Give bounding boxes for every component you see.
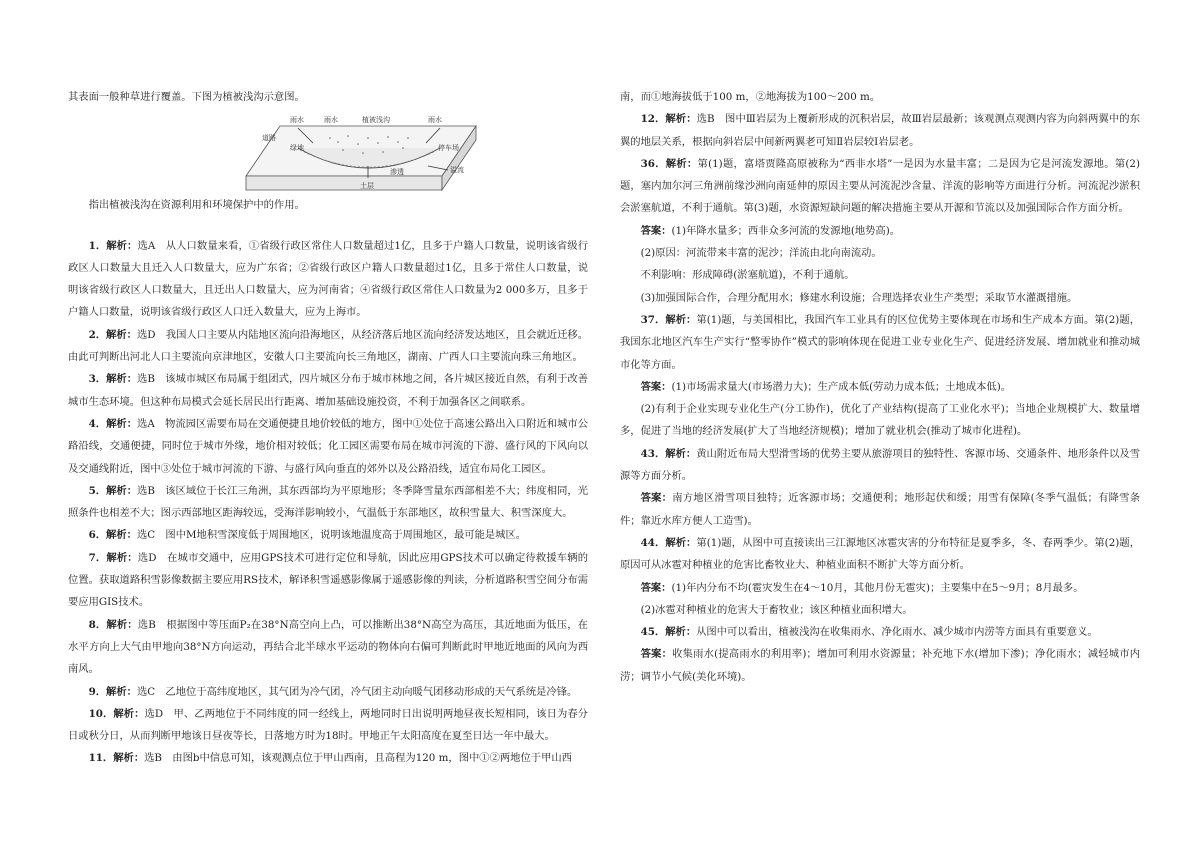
answer-paragraph (620, 443, 1140, 488)
swale-figure (68, 108, 588, 194)
paragraph-lead: 6．解析： (88, 529, 137, 542)
paragraph-text: (2)有利于企业实现专业化生产(分工协作)，优化了产业结构(提高了工业化水平)；当地企业规模扩大、数量增多，促进了当地的经济发展(扩大了当地经济规模)；增加了就业机会(推动了城市化进程)。 (620, 403, 1140, 438)
paragraph-lead: 答案： (640, 581, 672, 594)
label-rain-mid: 雨水 (324, 116, 338, 125)
paragraph-text: 收集雨水(提高雨水的利用率)；增加可利用水资源量；补充地下水(增加下渗)；净化雨水；减轻城市内涝；调节小气候(美化环境)。 (620, 648, 1140, 683)
answer-paragraph (620, 376, 1140, 398)
paragraph-text: 选C 图中M地积雪深度低于周围地区，说明该地温度高于周围地区，最可能是城区。 (136, 529, 527, 542)
paragraph-text: 选C 乙地位于高纬度地区，其气团为冷气团，冷气团主动向暖气团移动形成的天气系统是冷锋。 (136, 685, 578, 698)
paragraph-text: 南，而①地海拔低于100 m，②地海拔为100～200 m。 (620, 91, 881, 103)
answer-paragraph (620, 264, 1140, 286)
paragraph-lead: 37．解析： (640, 313, 697, 326)
paragraph-text: 从图中可以看出，植被浅沟在收集雨水、净化雨水、减少城市内涝等方面具有重要意义。 (696, 626, 1098, 639)
paragraph-text: 选D 甲、乙两地位于不同纬度的同一经线上，两地同时日出说明两地昼夜长短相同，该日为春分日或秋分日，从而判断甲地该日昼夜等长，日落地方时为18时。甲地正午太阳高度在夏至日达一年中最大。 (68, 707, 588, 743)
paragraph-lead: 43．解析： (640, 447, 697, 460)
right-answer-list (620, 86, 1140, 688)
answer-paragraph (68, 547, 588, 614)
label-soil: 土层 (360, 182, 374, 191)
paragraph-text: (1)年降水量多；西非众多河流的发源地(地势高)。 (671, 224, 901, 237)
paragraph-lead: 10．解析： (88, 707, 145, 720)
paragraph-lead: 8．解析： (88, 618, 138, 631)
paragraph-lead: 2．解析： (88, 328, 137, 341)
label-parking: 停车场 (438, 144, 459, 153)
answer-paragraph (68, 614, 588, 681)
paragraph-lead: 3．解析： (88, 373, 138, 386)
answer-paragraph (68, 413, 588, 480)
paragraph-lead: 4．解析： (88, 417, 138, 430)
answer-paragraph (620, 532, 1140, 577)
paragraph-text: 选B 根据图中等压面P₂在38°N高空向上凸，可以推断出38°N高空为高压，其近地面为低压，在水平方向上大气由甲地向38°N方向运动，再结合北半球水平运动的物体向右偏可判断此时甲地近地面的风向为西南风。 (68, 618, 588, 676)
label-rain-left: 雨水 (290, 116, 304, 125)
label-road: 道路 (262, 134, 276, 143)
answer-paragraph (68, 480, 588, 525)
paragraph-lead: 7．解析： (88, 551, 138, 564)
label-overflow: 溢流 (450, 166, 464, 175)
answer-paragraph (68, 747, 588, 769)
right-column (620, 86, 1140, 688)
answer-paragraph (620, 599, 1140, 621)
answer-paragraph (620, 621, 1140, 643)
intro-text: 其表面一般种草进行覆盖。下图为植被浅沟示意图。 (68, 91, 305, 103)
paragraph-text: 南方地区滑雪项目独特；近客源市场；交通便利；地形起伏和缓；用雪有保障(冬季气温低；有降雪条件；靠近水库方便人工造雪)。 (620, 492, 1141, 527)
label-greenbelt: 绿地 (290, 144, 304, 153)
answer-paragraph (68, 235, 588, 324)
answer-paragraph (620, 153, 1140, 220)
paragraph-text: 选B 由图b中信息可知，该观测点位于甲山西南，且高程为120 m，图中①②两地位于甲山西 (144, 752, 572, 765)
paragraph-lead: 1．解析： (88, 239, 138, 252)
paragraph-lead: 答案： (640, 380, 672, 393)
paragraph-text: 第(1)题，富塔贾隆高原被称为“西非水塔”一是因为水量丰富；二是因为它是河流发源地。第(2)题，塞内加尔河三角洲前缘沙洲向南延伸的原因主要从河流泥沙含量、洋流的影响等方面进行分析。河流泥沙淤积会淤塞航道，不利于通航。第(3)题，水资源短缺问题的解决措施主要从开源和节流以及加强国际合作方面分析。 (620, 157, 1140, 215)
paragraph-lead: 11．解析： (88, 752, 145, 765)
paragraph-text: 选B 该城市城区布局属于组团式，四片城区分布于城市林地之间，各片城区接近自然，有利于改善城市生态环境。但这种布局模式会延长居民出行距离、增加基础设施投资，不利于加强各区之间联系。 (68, 373, 588, 408)
answer-paragraph (620, 577, 1140, 599)
answer-paragraph (68, 368, 588, 413)
left-column (68, 86, 588, 770)
left-answer-list (68, 235, 588, 770)
answer-paragraph (620, 487, 1140, 532)
label-seepage: 渗透 (390, 168, 404, 177)
answer-paragraph (68, 681, 588, 703)
paragraph-lead: 答案： (640, 224, 672, 237)
paragraph-text: (1)市场需求量大(市场潜力大)；生产成本低(劳动力成本低；土地成本低)。 (671, 380, 1012, 393)
paragraph-lead: 44．解析： (640, 536, 697, 549)
paragraph-text: 选A 物流园区需要布局在交通便捷且地价较低的地方，图中①处位于高速公路出入口附近和城市公路沿线，交通便捷，同时位于城市外缘，地价相对较低；化工园区需要布局在城市河流的下游、盛行风的下风向以及交通线附近，图中③处位于城市河流的下游、与盛行风向垂直的郊外以及公路沿线，适宜布局化工园区。 (68, 417, 589, 475)
paragraph-lead: 答案： (640, 648, 673, 661)
answer-paragraph (620, 108, 1140, 153)
paragraph-text: (3)加强国际合作，合理分配用水；修建水利设施；合理选择农业生产类型；采取节水灌溉措施。 (640, 291, 1078, 304)
paragraph-text: 选B 该区域位于长江三角洲，其东西部均为平原地形；冬季降雪量东西部相差不大；纬度相同，光照条件也相差不大；图示西部地区距海较远，受海洋影响较小，气温低于东部地区，故积雪量大、积雪深度大。 (68, 484, 588, 520)
paragraph-lead: 9．解析： (88, 685, 137, 698)
paragraph-text: 不利影响：形成障碍(淤塞航道)，不利于通航。 (640, 269, 855, 282)
answer-paragraph (620, 86, 1140, 108)
answer-paragraph (620, 643, 1140, 688)
paragraph-text: 选B 图中Ⅲ岩层为上覆新形成的沉积岩层，故Ⅲ岩层最新；该观测点观测内容为向斜两翼中的东翼的地层关系，根据向斜岩层中间新两翼老可知Ⅱ岩层较Ⅰ岩层老。 (620, 113, 1140, 148)
answer-paragraph (68, 524, 588, 546)
paragraph-text: 选A 从人口数量来看，①省级行政区常住人口数量超过1亿，且多于户籍人口数量，说明该省级行政区人口数量大且迁入人口数量大，应为广东省；②省级行政区户籍人口数量超过1亿，且多于常住人口数量，说明该省级行政区人口数量大，且迁出人口数量大，应为河南省；④省级行政区常住人口数量为2 000多万，且多于户籍人口数量，说明该省级行政区人口迁入数量大，应为上海市。 (68, 239, 588, 319)
paragraph-text: (2)冰雹对种植业的危害大于畜牧业；该区种植业面积增大。 (640, 603, 913, 616)
answer-paragraph (620, 242, 1140, 264)
paragraph-lead: 12．解析： (640, 113, 697, 126)
label-rain-right: 雨水 (428, 116, 442, 125)
answer-paragraph (68, 703, 588, 748)
answer-paragraph (620, 220, 1140, 242)
paragraph-lead: 45．解析： (640, 626, 697, 639)
paragraph-lead: 5．解析： (88, 484, 138, 497)
paragraph-text: (2)原因：河流带来丰富的泥沙；洋流由北向南流动。 (640, 247, 882, 260)
paragraph-lead: 答案： (640, 492, 673, 505)
question-text: 指出植被浅沟在资源利用和环境保护中的作用。 (88, 199, 305, 212)
answer-paragraph (620, 287, 1140, 309)
paragraph-text: (1)年内分布不均(雹灾发生在4～10月，其他月份无雹灾)；主要集中在5～9月；8月最多。 (671, 581, 1084, 594)
paragraph-text: 第(1)题，与美国相比，我国汽车工业具有的区位优势主要体现在市场和生产成本方面。第(2)题，我国东北地区汽车生产实行“整零协作”模式的影响体现在促进工业专业化生产、促进经济发展、增加就业和推动城市化等方面。 (620, 313, 1140, 371)
answer-paragraph (68, 324, 588, 369)
label-swale: 植被浅沟 (362, 116, 390, 125)
paragraph-text: 选D 我国人口主要从内陆地区流向沿海地区，从经济落后地区流向经济发达地区，且会就近迁移。由此可判断出河北人口主要流向京津地区，安徽人口主要流向长三角地区，湖南、广西人口主要流向珠三角地区。 (68, 328, 588, 364)
paragraph-text: 第(1)题，从图中可直接读出三江源地区冰雹灾害的分布特征是夏季多，冬、春两季少。第(2)题，原因可从冰雹对种植业的危害比畜牧业大、种植业面积不断扩大等方面分析。 (620, 536, 1140, 572)
paragraph-text: 黄山附近布局大型滑雪场的优势主要从旅游项目的独特性、客源市场、交通条件、地形条件以及雪源等方面分析。 (620, 447, 1140, 483)
answer-paragraph (620, 309, 1140, 376)
paragraph-text: 选D 在城市交通中，应用GPS技术可进行定位和导航，因此应用GPS技术可以确定待救援车辆的位置。获取道路积雪影像数据主要应用RS技术，解译积雪遥感影像属于遥感影像的判读，分析道路积雪空间分布需要应用GIS技术。 (68, 551, 588, 609)
answer-paragraph (620, 398, 1140, 443)
paragraph-lead: 36．解析： (640, 157, 698, 170)
swale-diagram (68, 108, 588, 194)
